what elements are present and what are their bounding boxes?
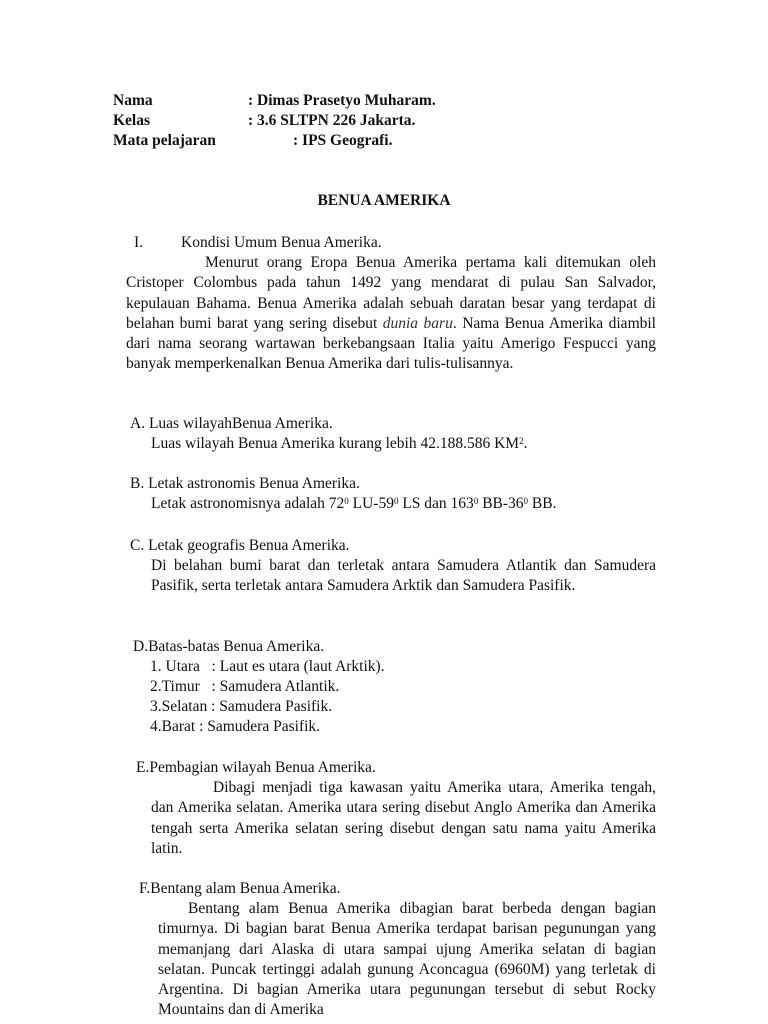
batas-item: 3.Selatan : Samudera Pasifik. [150, 698, 333, 715]
astro-text-3: LS dan 163 [398, 495, 474, 512]
nama-label: Nama [113, 92, 153, 109]
degree-1: 0 [344, 496, 349, 506]
section-1-heading: Kondisi Umum Benua Amerika. [181, 234, 382, 251]
astro-text-1: Letak astronomisnya adalah 72 [151, 495, 345, 512]
section-f-text: Bentang alam Benua Amerika dibagian barat berbeda dengan bagian timurnya. Di bagian barat Benua Amerika terdapat barisan pegunungan yang memanjang dari Alaska di utara sampai ujung Amerika selatan di bagian selatan. Puncak tertinggi adalah gunung Aconcagua (6960M) yang terletak di Argentina. Di bagian Amerika utara pegunungan tersebut di sebut Rocky Mountains dan di Amerika [158, 900, 656, 1019]
section-a-text [151, 434, 527, 454]
kelas-label: Kelas [113, 112, 151, 129]
degree-2: 0 [393, 496, 399, 506]
paragraph-text-2: . Nama Benua Amerika diambil dari nama seorang wartawan berkebangsaan Italia yaitu Amerigo Fespucci yang banyak memperkenalkan Benua Amerika dari tulis-tulisannya. [126, 314, 656, 373]
section-e-heading: E.Pembagian wilayah Benua Amerika. [136, 759, 376, 776]
degree-4: 0 [523, 496, 529, 506]
section-d-heading: D.Batas-batas Benua Amerika. [133, 638, 325, 655]
luas-superscript: 2 [519, 436, 524, 446]
nama-value: : Dimas Prasetyo Muharam. [248, 92, 436, 109]
section-b-heading: B. Letak astronomis Benua Amerika. [130, 475, 360, 492]
section-b-text [151, 494, 556, 514]
section-f-heading: F.Bentang alam Benua Amerika. [139, 880, 341, 897]
section-1-paragraph [126, 253, 656, 375]
mapel-value: : IPS Geografi. [293, 132, 393, 149]
mapel-label: Mata pelajaran [113, 132, 216, 149]
batas-item: 4.Barat : Samudera Pasifik. [150, 718, 321, 735]
paragraph-text-1: Menurut orang Eropa Benua Amerika pertama kali ditemukan oleh Cristoper Colombus pada tahun 1492 yang mendarat di pulau San Salvador, kepulauan Bahama. Benua Amerika adalah sebuah daratan besar yang terdapat di belahan bumi barat yang sering disebut [126, 254, 656, 332]
dunia-baru-term: dunia baru [382, 314, 453, 332]
luas-tail: . [523, 435, 528, 452]
section-a-heading: A. Luas wilayahBenua Amerika. [130, 415, 333, 432]
kelas-value: : 3.6 SLTPN 226 Jakarta. [248, 112, 416, 129]
batas-item: 1. Utara : Laut es utara (laut Arktik). [150, 658, 385, 675]
luas-text: Luas wilayah Benua Amerika kurang lebih 42.188.586 KM [151, 435, 520, 452]
degree-3: 0 [473, 496, 479, 506]
astro-text-4: BB-36 [478, 495, 524, 512]
astro-text-2: LU-59 [348, 495, 394, 512]
astro-text-5: BB. [528, 495, 557, 512]
document-title: BENUA AMERIKA [317, 192, 451, 209]
section-1-number: I. [134, 234, 144, 251]
section-c-heading: C. Letak geografis Benua Amerika. [130, 537, 350, 554]
batas-item: 2.Timur : Samudera Atlantik. [150, 678, 340, 695]
section-e-text: Dibagi menjadi tiga kawasan yaitu Amerika utara, Amerika tengah, dan Amerika selatan. Amerika utara sering disebut Anglo Amerika dan Amerika tengah serta Amerika selatan sering disebut dengan satu nama yaitu Amerika latin. [151, 779, 656, 857]
section-c-text: Di belahan bumi barat dan terletak antara Samudera Atlantik dan Samudera Pasifik, serta terletak antara Samudera Arktik dan Samudera Pasifik. [151, 557, 656, 595]
